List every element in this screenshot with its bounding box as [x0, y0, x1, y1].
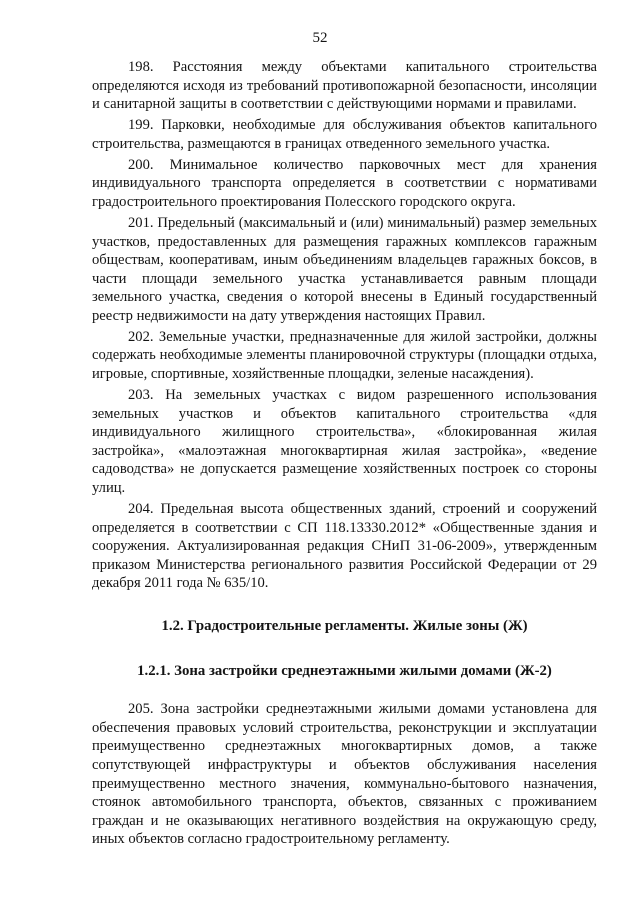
paragraph-203: 203. На земельных участках с видом разрешенного использования земельных участков и объектов капитального строительства «для индивидуального жилищного строительства», «блокированная жилая застройка», «малоэтажная многоквартирная жилая застройка», «ведение садоводства» не допускается размещение хозяйственных построек со стороны улиц. — [92, 387, 597, 497]
paragraph-200: 200. Минимальное количество парковочных мест для хранения индивидуального транспорта определяется в соответствии с нормативами градостроительного проектирования Полесского городского округа. — [92, 156, 597, 210]
page-number: 52 — [312, 30, 328, 46]
paragraph-198: 198. Расстояния между объектами капитального строительства определяются исходя из требований противопожарной безопасности, инсоляции и санитарной защиты в соответствии с действующими нормами и правилами. — [92, 59, 597, 113]
paragraph-202: 202. Земельные участки, предназначенные для жилой застройки, должны содержать необходимые элементы планировочной структуры (площадки отдыха, игровые, спортивные, хозяйственные площадки, зеленые насаждения). — [92, 328, 597, 383]
subsection-heading: 1.2.1. Зона застройки среднеэтажными жилыми домами (Ж-2) — [137, 662, 552, 679]
paragraph-199: 199. Парковки, необходимые для обслуживания объектов капитального строительства, размещаются в границах отведенного земельного участка. — [92, 117, 597, 152]
paragraph-201: 201. Предельный (максимальный и (или) минимальный) размер земельных участков, предоставленных для размещения гаражных комплексов гаражным обществам, кооперативам, иным объединениям владельцев гаражных боксов, в части площади земельного участка устанавливается равным площади земельного участка, сведения о которой внесены в Единый государственный реестр недвижимости на дату утверждения настоящих Правил. — [92, 214, 597, 324]
paragraph-205: 205. Зона застройки среднеэтажными жилыми домами установлена для обеспечения правовых условий строительства, реконструкции и эксплуатации преимущественно среднеэтажных многоквартирных домов, а также сопутствующей инфраструктуры и объектов обслуживания населения преимущественно местного значения, коммунально-бытового назначения, стоянок автомобильного транспорта, объектов, связанных с проживанием граждан и не оказывающих негативного воздействия на окружающую среду, иных объектов согласно градостроительному регламенту. — [92, 701, 597, 848]
document-body — [92, 58, 597, 851]
section-heading: 1.2. Градостроительные регламенты. Жилые зоны (Ж) — [161, 617, 528, 634]
paragraph-204: 204. Предельная высота общественных зданий, строений и сооружений определяется в соответствии с СП 118.13330.2012* «Общественные здания и сооружения. Актуализированная редакция СНиП 31-06-2009», утвержденным приказом Министерства регионального развития Российской Федерации от 29 декабря 2011 года № 635/10. — [92, 501, 597, 592]
